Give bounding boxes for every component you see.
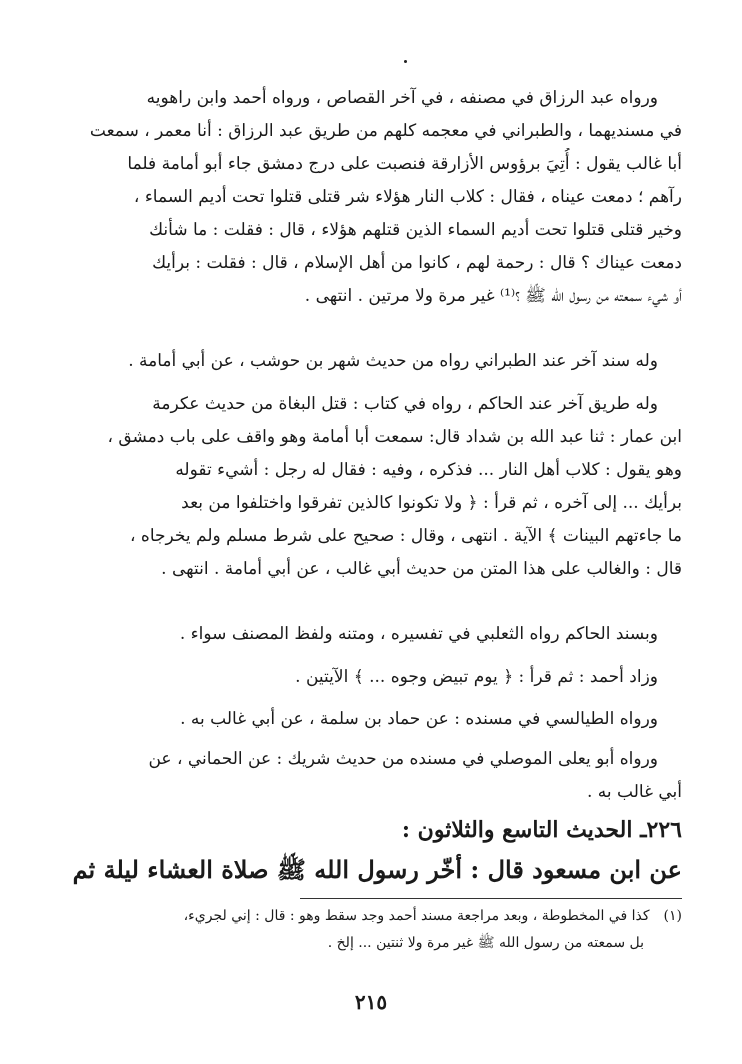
- paragraph-tabarani: [64, 345, 682, 378]
- text-line: ورواه الطيالسي في مسنده : عن حماد بن سلمة ، عن أبي غالب به .: [180, 709, 658, 729]
- page-number: ٢١٥: [354, 990, 388, 1014]
- paragraph-hakim: [64, 388, 682, 586]
- text-line: ما جاءتهم البينات ﴾ الآية . انتهى ، وقال : صحيح على شرط مسلم ولم يخرجاه ،: [130, 526, 682, 546]
- hadith-text: عن ابن مسعود قال : أخّر رسول الله ﷺ صلاة العشاء ليلة ثم: [72, 855, 682, 884]
- text-line: وله طريق آخر عند الحاكم ، رواه في كتاب : قتل البغاة من حديث عكرمة: [152, 394, 658, 414]
- text-line: وبسند الحاكم رواه الثعلبي في تفسيره ، ومتنه ولفظ المصنف سواء .: [179, 624, 658, 644]
- footnote-number: (١): [663, 908, 682, 924]
- footnote: [64, 903, 682, 957]
- text-line: أبي غالب به .: [586, 782, 682, 802]
- text-line: وله سند آخر عند الطبراني رواه من حديث شهر بن حوشب ، عن أبي أمامة .: [128, 351, 658, 371]
- footnote-text: كذا في المخطوطة ، وبعد مراجعة مسند أحمد وجد سقط وهو : قال : إني لجريء،: [183, 908, 650, 924]
- text-line: وهو يقول : كلاب أهل النار ... فذكره ، وفيه : فقال له رجل : أشيء تقوله: [175, 460, 682, 480]
- text-line: برأيك ... إلى آخره ، ثم قرأ : ﴿ ولا تكونوا كالذين تفرقوا واختلفوا من بعد: [181, 493, 682, 513]
- paragraph-tayalisi: [64, 703, 682, 736]
- text-line: في مسنديهما ، والطبراني في معجمه كلهم من طريق عبد الرزاق : أنا معمر ، سمعت: [89, 121, 682, 141]
- text-line: ورواه عبد الرزاق في مصنفه ، في آخر القصاص ، ورواه أحمد وابن راهويه: [146, 88, 658, 108]
- paragraph-thalabi: [64, 618, 682, 651]
- text-line: أبا غالب يقول : أُتِيَ برؤوس الأزارقة فنصبت على درج دمشق جاء أبو أمامة فلما: [127, 154, 682, 174]
- page-top-dot: [404, 60, 407, 63]
- text-line: قال : والغالب على هذا المتن من حديث أبي غالب ، عن أبي أمامة . انتهى .: [161, 559, 682, 579]
- text-line: وزاد أحمد : ثم قرأ : ﴿ يوم تبيض وجوه ... ﴾ الآيتين .: [295, 667, 658, 687]
- text-line: دمعت عيناك ؟ قال : رحمة لهم ، كانوا من أهل الإسلام ، قال : فقلت : برأيك: [152, 253, 682, 273]
- paragraph-abd-al-razzaq: [64, 82, 682, 313]
- text-line: وخير قتلى قتلوا تحت أديم السماء الذين قتلهم هؤلاء ، قال : فقلت : ما شأنك: [149, 220, 682, 240]
- footnote-divider: [300, 898, 682, 899]
- text-line: أو شيء سمعته من رسول الله ﷺ ؟⁽¹⁾ غير مرة ولا مرتين . انتهى .: [304, 286, 682, 306]
- text-line: رآهم ؛ دمعت عيناه ، فقال : كلاب النار هؤلاء شر قتلى قتلوا تحت أديم السماء ،: [133, 187, 682, 207]
- footnote-line: بل سمعته من رسول الله ﷺ غير مرة ولا ثنتين ... إلخ .: [327, 935, 644, 951]
- paragraph-ahmad-addition: [64, 661, 682, 694]
- text-line: ورواه أبو يعلى الموصلي في مسنده من حديث شريك : عن الحماني ، عن: [148, 749, 658, 769]
- footnote-line: [64, 903, 682, 930]
- hadith-heading: ٢٢٦ـ الحديث التاسع والثلاثون :: [401, 817, 682, 843]
- paragraph-abu-yala: [64, 743, 682, 809]
- text-line: ابن عمار : ثنا عبد الله بن شداد قال: سمعت أبا أمامة وهو واقف على باب دمشق ،: [107, 427, 682, 447]
